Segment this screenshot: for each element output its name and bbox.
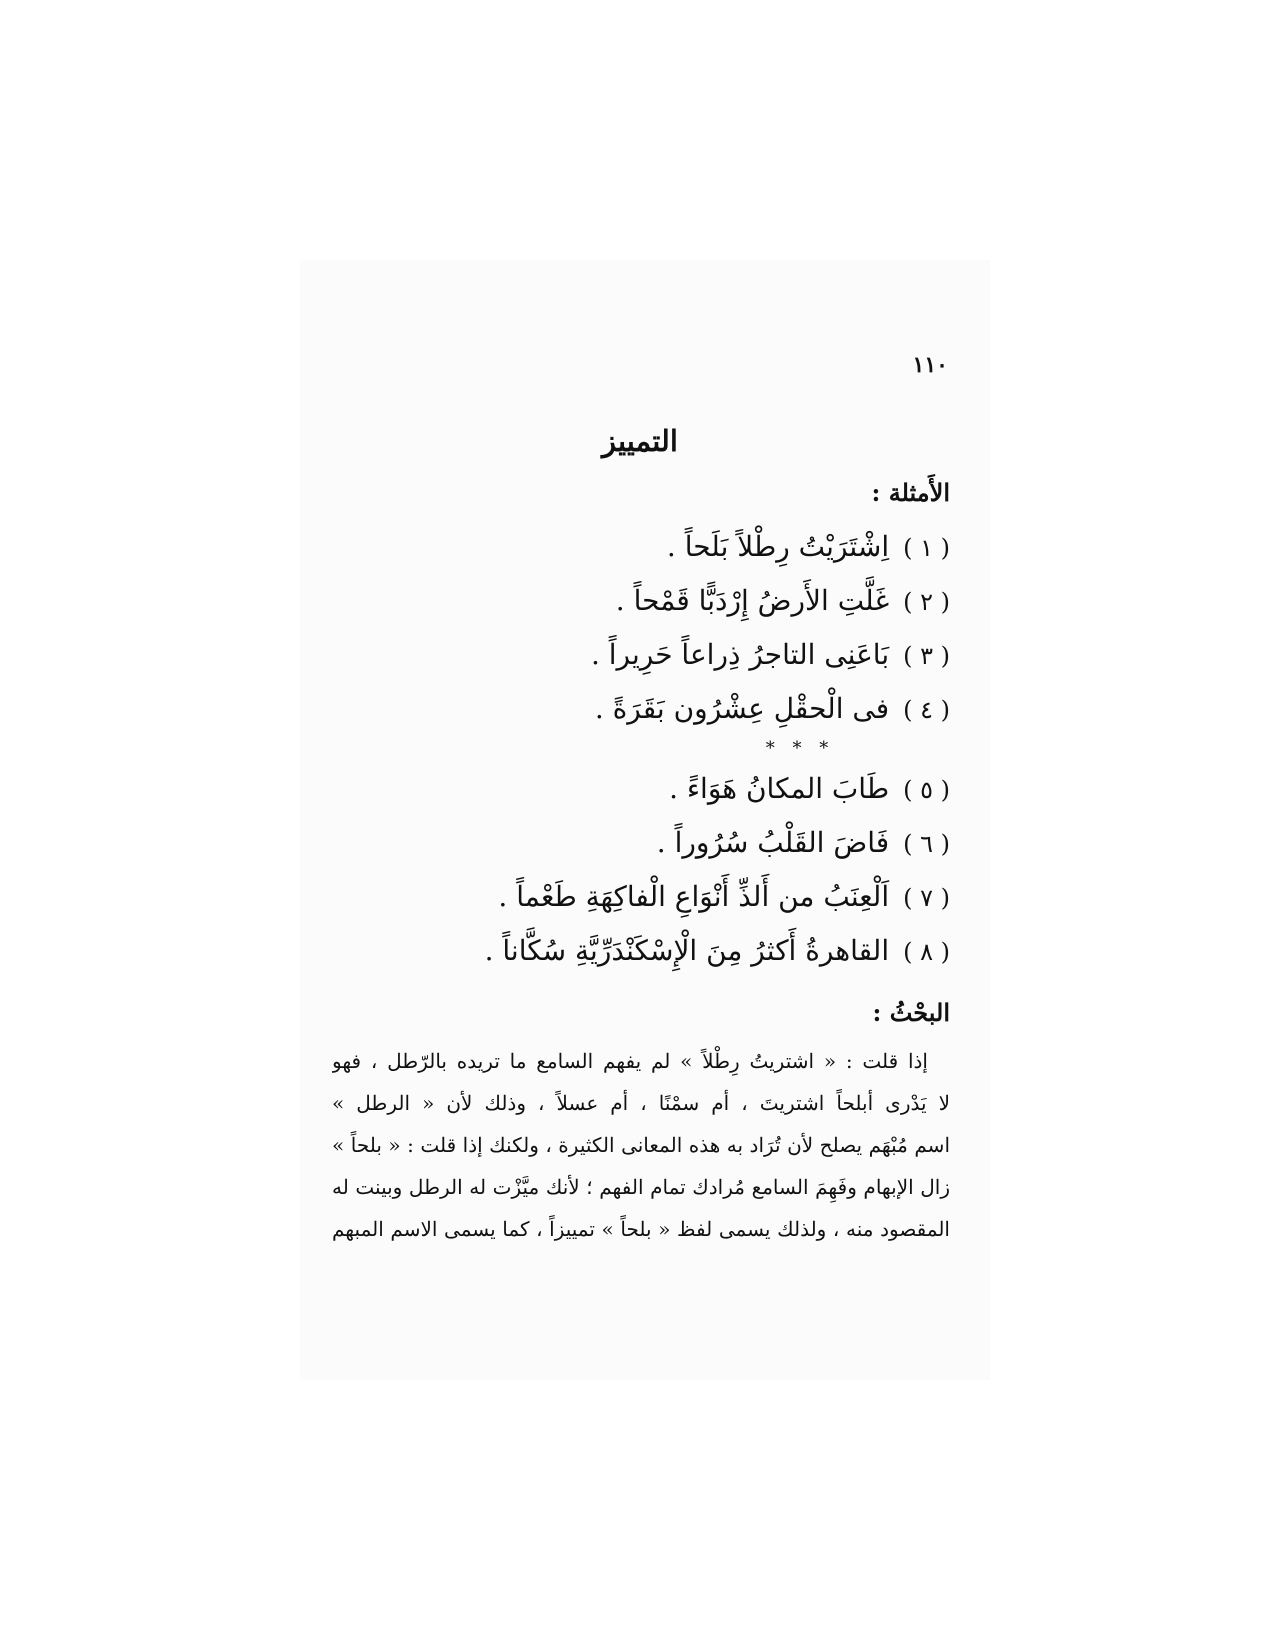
example-item [390, 682, 950, 736]
example-number: ( ٥ ) [903, 776, 950, 804]
example-text: القاهرةُ أَكثرُ مِنَ الْإِسْكَنْدَرِّيَّةِ سُكَّاناً . [484, 934, 890, 967]
example-item [390, 574, 950, 628]
page-number: ١١٠ [912, 352, 948, 378]
discussion-heading: البحْثُ : [872, 998, 950, 1027]
examples-list [390, 520, 950, 978]
discussion-paragraph [332, 1040, 950, 1250]
example-item [390, 924, 950, 978]
examples-heading: الأَمثلة : [871, 478, 950, 507]
example-item [390, 870, 950, 924]
section-separator: * * * [765, 738, 835, 759]
example-number: ( ٤ ) [903, 696, 950, 724]
example-number: ( ١ ) [903, 534, 950, 562]
paragraph-line: المقصود منه ، ولذلك يسمى لفظ « بلحاً » تمييزاً ، كما يسمى الاسم المبهم [332, 1217, 950, 1241]
paragraph-line: اسم مُبْهَم يصلح لأن تُرَاد به هذه المعانى الكثيرة ، ولكنك إذا قلت : « بلحاً » [332, 1133, 950, 1157]
example-text: اِشْتَرَيْتُ رِطْلاً بَلَحاً . [666, 530, 890, 563]
example-item [390, 816, 950, 870]
example-text: طَابَ المكانُ هَوَاءً . [669, 772, 890, 805]
example-number: ( ٢ ) [903, 588, 950, 616]
example-number: ( ٧ ) [903, 884, 950, 912]
example-item [390, 520, 950, 574]
paragraph-line: لا يَدْرى أبلحاً اشتريتَ ، أم سمْنًا ، أم عسلاً ، وذلك لأن « الرطل » [332, 1091, 950, 1115]
paragraph-line: إذا قلت : « اشتريتُ رِطْلاً » لم يفهم السامع ما تريده بالرّطل ، فهو [332, 1049, 928, 1073]
example-text: غَلَّتِ الأَرضُ إِرْدَبًّا قَمْحاً . [615, 584, 890, 617]
paragraph-line: زال الإبهام وفَهِمَ السامع مُرادك تمام الفهم ؛ لأنك ميَّزْت له الرطل وبينت له [332, 1175, 950, 1199]
example-text: اَلْعِنَبُ من أَلذِّ أَنْوَاعِ الْفاكِهَةِ طَعْماً . [498, 880, 890, 913]
example-number: ( ٦ ) [903, 830, 950, 858]
example-text: بَاعَنِى التاجرُ ذِراعاً حَرِيراً . [590, 638, 890, 671]
example-text: فى الْحقْلِ عِشْرُون بَقَرَةً . [594, 692, 890, 725]
example-number: ( ٨ ) [903, 938, 950, 966]
example-item [390, 628, 950, 682]
example-item [390, 762, 950, 816]
chapter-title: التمييز [602, 424, 678, 458]
example-text: فَاضَ القَلْبُ سُرُوراً . [656, 826, 890, 859]
example-number: ( ٣ ) [903, 642, 950, 670]
